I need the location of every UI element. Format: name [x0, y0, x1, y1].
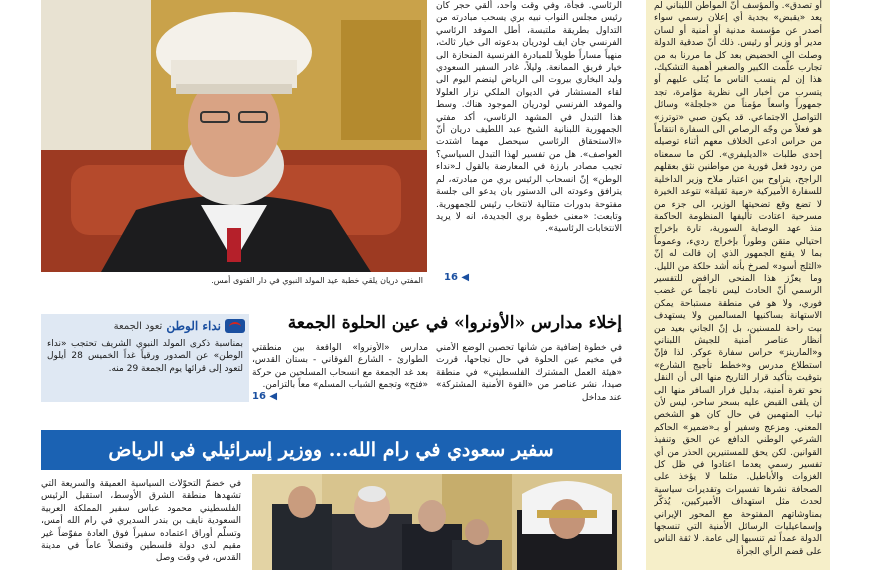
unrwa-column-1: في خطوة إضافية من شأنها تحصين الوضع الأمني في مخيم عين الحلوة في حال نجاحها، قررت «هيئة العمل المشترك الفلسطيني» في منطقة صيدا، نشر عناصر من «القوة الأمنية المشتركة» عند مداخل: [436, 343, 622, 403]
play-triangle-icon: ◀: [269, 391, 278, 402]
notice-box: [41, 314, 249, 402]
notice-text: بمناسبة ذكرى المولد النبوي الشريف تحتجب «نداء الوطن» عن الصدور ورقياً غداً الخميس 28 أيلول لتعود إلى قرائها يوم الجمعة 29 منه.: [47, 339, 243, 374]
opinion-sidebar: [646, 0, 830, 570]
play-triangle-icon: ◀: [461, 272, 470, 283]
jump-page-number: 16: [444, 272, 458, 283]
newspaper-logo-icon: [225, 319, 245, 333]
sidebar-text: أو تصدق». والمؤسف أنّ المواطن اللبناني لم يعد «يقبض» بجدية أي إعلان رسمي سواء أصدر عن مؤسسة مدنية أو أمنية أو لسان مدير أو وزير أو رئيس. ذلك أنّ صدقية الدولة وصلت الى الحضيض بعد كل ما مررنا به من تجارب علّمت الكبير والصغير أهمية التشكيك، هذا إن لم ينسب الناس ما يُتلى عليهم أو يتسرب من أخبار الى نظرية مؤامرة، تجد جمهوراً واسعاً مؤمناً من «جلجلة» وسائل التواصل الاجتماعي. قد يكون صبي «توترز» هو فعلاً من وجّه الرصاص الى السفارة انتقاماً من حراس ادعى الخلاف معهم أثناء توصيله إحدى طلبات «الديليفري». لكن ما سمعناه من ردود فعل فورية من مواطنين نثق بعقلهم الراجح، يتراوح بين اعتبار ملاح وزير الداخلية للسفارة الأميركية «رمية ثقيلة» تتوعد الخيرة لا تضع وقع تضحيتها الوزير، الى جزء من مسرحية اعتادت تأليفها المنظومة الحاكمة منذ عهد الوصاية السورية، تارة بإخراج احتيالي متقن وطوراً بإخراج رديء، وعموماً بما لا يقنع الجمهور الذي إن قالت له إنّ «الثلج أسود» لصرخ بأنه أشد حلكة من الليل. وما يعزّز هذا المنحى الرافض للتفسير الرسمي أنّ الحادث ليس ناجماً عن غضب فوري، ولا هو في منطقة مستباحة يمكن الاستهانة بساكنيها المسالمين ولا يستهدف بيت راحة للمسنين، بل إنّ الجاني بعيد من أنظار عناصر أمنية للجيش اللبناني و«المارينز» حراس سفارة عوكر. لذا فإنّ استطلاع مدرس و«خطط تأجيج الشارع» بتوقيت بتأكيد قرار التاريخ منها الى أن النقل نحو تغرة أمنية، بدليل فرار السافر منها الى أن يلقى القبض عليه بسحر ساحر، ليس لأن ثياب المتهمين في حال كان هو الشخص المعني. ومزعج وسفير أو بـ«ضمير» الحاكم الشرعي الوطني الدافع عن الحق وتنفيذ القوانين. لكن يحق للمستنيرين الحذر من أي تفسير رسمي يعدما اعتادوا في ظل كل الغزوات والأباطيل. مثلما لا يؤخذ على الصحافة نشرها تفسيرات وتقديرات سياسية لحدث مثل استهداف الأميركيين، يُذكّر بمناوشاتهم المفتوحة مع المحور الإيراني وإسماعيليات الرسائل الأمنية التي تنسجها الدولة عمداً ثم تنسبها إلى عامة. لا ثقة الناس على قضم الرأي الجرأة: [654, 1, 822, 557]
abbas-ambassador-photo: [252, 474, 622, 570]
unrwa-column-2: مدارس «الأونروا» الواقعة بين منطقتي الطوارئ - الشارع الفوقاني - بستان القدس، بعد غد الجمعة مع انسحاب المسلحين من حركة «فتح» وتجمع الشباب المسلم» معاً بالتزامن.: [252, 343, 428, 391]
notice-brand: نداء الوطن: [166, 319, 221, 333]
saudi-article-text: في خضمّ التحوّلات السياسية العميقة والسريعة التي تشهدها منطقة الشرق الأوسط، استقبل الرئيس الفلسطيني محمود عباس سفير المملكة العربية السعودية نايف بن بندر السديري في رام الله أمس، وتسلّم أوراق اعتماده سفيراً فوق العادة مفوّضاً غير مقيم لدى دولة فلسطين وقنصلاً عاماً في مدينة القدس، في وقت وصل: [41, 479, 241, 564]
article-column-top: الرئاسي. فجأة، وفي وقت واحد، ألقي حجر كان رئيس مجلس النواب نبيه بري يسحب مبادرته من التداول بطريقة ملتبسة، أطل الموفد الرئاسي الفرنسي جان ايف لودريان بدعوته الى خيار ثالث، منهياً مساراً طويلاً للمبادرة الفرنسية المنحازة الى خيار فريق الممانعة. وليلاً، غادر السفير السعودي وليد البخاري بيروت الى الرياض لينضم اليوم الى لقاء المستشار في الديوان الملكي نزار العلولا والموفد الفرنسي لودريان الموجود هناك. وسط هذا التبدل في المشهد الرئاسي، أكد مفتي الجمهورية اللبنانية الشيخ عبد اللطيف دريان أنّ «الاستحقاق الرئاسي سيحصل مهما اشتدت العواصف». هل من تفسير لهذا التبدل السياسي؟ تجيب مصادر بارزة في المعارضة بالقول لـ«نداء الوطن» إنّ انسحاب الرئيس بري من مبادرته، لم يترافق وعودته الى الدستور بان يدعو الى جلسة مفتوحة بدورات متتالية لانتخاب رئيس للجمهورية. وتابعت: «معنى خطوة بري الجديدة، انه لا يريد الانتخابات الرئاسية».: [436, 1, 622, 235]
unrwa-continued-marker[interactable]: [252, 391, 277, 402]
notice-tag: تعود الجمعة: [113, 320, 163, 332]
jump-page-number: 16: [252, 391, 266, 402]
mufti-photo: [41, 0, 427, 272]
continued-page-marker[interactable]: [444, 272, 469, 283]
photo-caption: المفتي دريان يلقي خطبة عيد المولد النبوي في دار الفتوى أمس.: [211, 276, 423, 285]
saudi-ambassador-headline[interactable]: سفير سعودي في رام الله... ووزير إسرائيلي في الرياض: [41, 430, 621, 470]
unrwa-headline[interactable]: إخلاء مدارس «الأونروا» في عين الحلوة الجمعة: [287, 313, 622, 333]
notice-header: [45, 316, 245, 336]
